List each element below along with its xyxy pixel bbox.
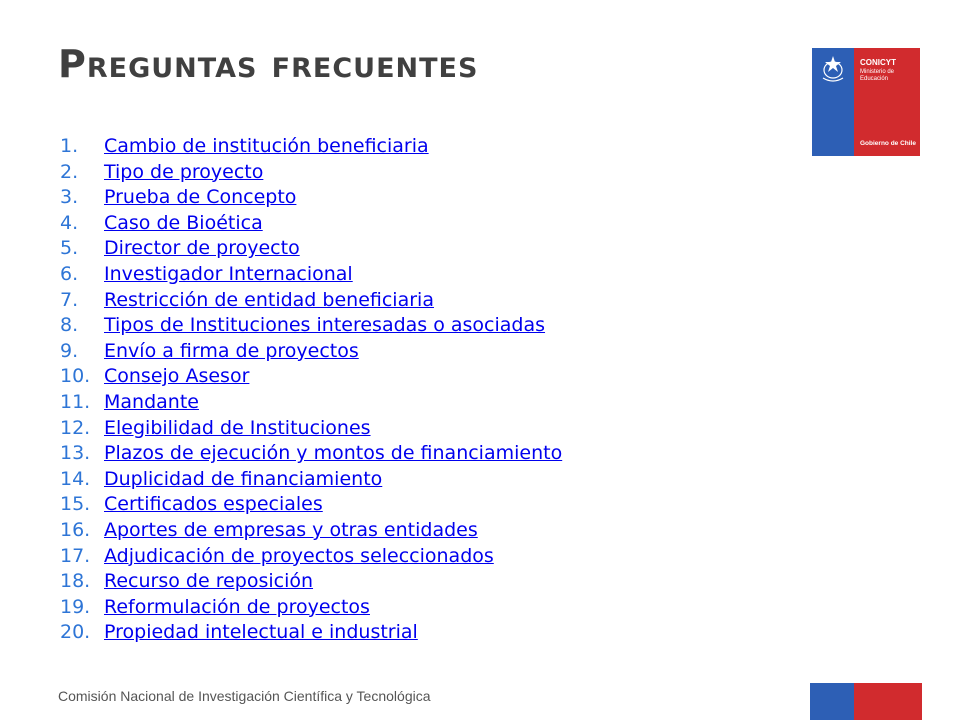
item-number: 4.: [60, 211, 79, 234]
logo-name: CONICYT: [860, 58, 896, 67]
list-item: [60, 288, 562, 314]
item-number: 5.: [60, 237, 79, 260]
list-item: [60, 339, 562, 365]
faq-link[interactable]: Restricción de entidad beneficiaria: [104, 288, 434, 311]
faq-link[interactable]: Tipos de Instituciones interesadas o asociadas: [104, 314, 546, 337]
item-number: 13.: [60, 442, 91, 465]
faq-link[interactable]: Elegibilidad de Instituciones: [104, 416, 371, 439]
list-item: [60, 390, 562, 416]
logo-government: Gobierno de Chile: [860, 140, 916, 147]
item-number: 3.: [60, 186, 79, 209]
page-title: Preguntas frecuentes: [58, 42, 479, 86]
footer-flag: [810, 683, 922, 720]
list-item: [60, 620, 562, 646]
item-number: 17.: [60, 544, 91, 567]
list-item: [60, 134, 562, 160]
faq-link[interactable]: Propiedad intelectual e industrial: [104, 621, 418, 644]
faq-link[interactable]: Reformulación de proyectos: [104, 595, 370, 618]
faq-link[interactable]: Mandante: [104, 390, 199, 413]
faq-link[interactable]: Director de proyecto: [104, 237, 300, 260]
item-number: 8.: [60, 314, 79, 337]
faq-link[interactable]: Adjudicación de proyectos seleccionados: [104, 544, 494, 567]
item-number: 16.: [60, 518, 91, 541]
item-number: 11.: [60, 390, 91, 413]
list-item: [60, 518, 562, 544]
faq-link[interactable]: Aportes de empresas y otras entidades: [104, 518, 478, 541]
faq-list: [60, 134, 562, 646]
list-item: [60, 262, 562, 288]
item-number: 7.: [60, 288, 79, 311]
list-item: [60, 364, 562, 390]
item-number: 19.: [60, 595, 91, 618]
coat-of-arms-icon: [812, 48, 854, 90]
list-item: [60, 211, 562, 237]
faq-link[interactable]: Certificados especiales: [104, 493, 323, 516]
conicyt-logo: [812, 48, 920, 156]
item-number: 2.: [60, 160, 79, 183]
faq-link[interactable]: Investigador Internacional: [104, 262, 353, 285]
list-item: [60, 569, 562, 595]
item-number: 18.: [60, 570, 91, 593]
item-number: 6.: [60, 262, 79, 285]
logo-ministry: Ministerio de Educación: [860, 69, 895, 82]
item-number: 14.: [60, 467, 91, 490]
item-number: 10.: [60, 365, 91, 388]
faq-link[interactable]: Prueba de Concepto: [104, 186, 297, 209]
faq-link[interactable]: Caso de Bioética: [104, 211, 263, 234]
faq-link[interactable]: Cambio de institución beneficiaria: [104, 135, 429, 157]
list-item: [60, 467, 562, 493]
faq-link[interactable]: Consejo Asesor: [104, 365, 250, 388]
flag-red: [854, 683, 922, 720]
list-item: [60, 492, 562, 518]
flag-blue: [810, 683, 854, 720]
list-item: [60, 185, 562, 211]
list-item: [60, 595, 562, 621]
list-item: [60, 313, 562, 339]
item-number: 20.: [60, 621, 91, 644]
faq-link[interactable]: Envío a firma de proyectos: [104, 339, 359, 362]
footer-text: Comisión Nacional de Investigación Científica y Tecnológica: [58, 688, 431, 704]
item-number: 12.: [60, 416, 91, 439]
logo-blue-panel: [812, 48, 854, 156]
faq-link[interactable]: Plazos de ejecución y montos de financiamiento: [104, 442, 563, 465]
faq-link[interactable]: Recurso de reposición: [104, 570, 314, 593]
item-number: 15.: [60, 493, 91, 516]
item-number: 1.: [60, 135, 79, 157]
faq-link[interactable]: Tipo de proyecto: [104, 160, 264, 183]
list-item: [60, 160, 562, 186]
list-item: [60, 441, 562, 467]
list-item: [60, 236, 562, 262]
item-number: 9.: [60, 339, 79, 362]
list-item: [60, 544, 562, 570]
list-item: [60, 416, 562, 442]
faq-link[interactable]: Duplicidad de financiamiento: [104, 467, 383, 490]
